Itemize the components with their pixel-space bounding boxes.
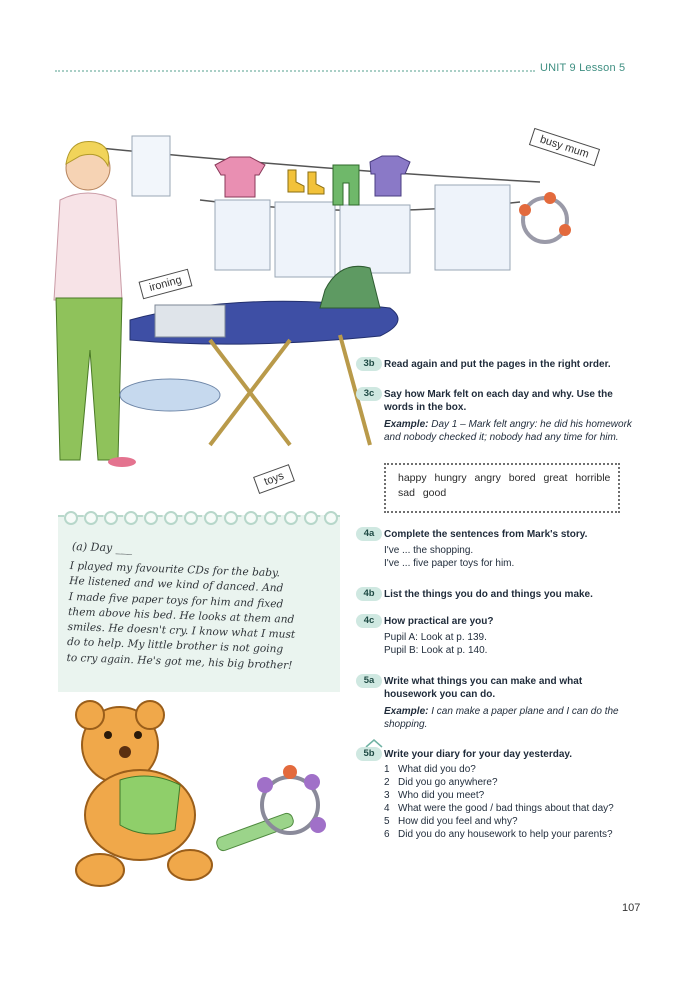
item-text: Did you do any housework to help your parents? [398,829,613,840]
item-number: 2 [384,777,390,788]
exercise-instruction: Read again and put the pages in the right order. [384,359,611,370]
exercise-line: Pupil B: Look at p. 140. [384,645,488,656]
list-item [384,802,634,815]
item-number: 4 [384,803,390,814]
page-number: 107 [622,902,641,914]
pink-baby-top-icon [215,157,265,197]
binder-ring [104,511,118,525]
exercise-line: I've ... the shopping. [384,545,474,556]
toy-rattle-bead-icon [310,817,326,833]
binder-ring [84,511,98,525]
item-number: 6 [384,829,390,840]
exercise-number-badge: 4c [356,614,382,628]
binder-ring [224,511,238,525]
exercise-line: I've ... five paper toys for him. [384,558,515,569]
laundry-illustration [40,90,640,510]
story-day-label: (a) Day ___ [71,539,133,556]
story-text [66,559,332,675]
binder-ring [124,511,138,525]
yellow-sock-icon [288,170,304,192]
exercise-number-badge: 4a [356,527,382,541]
example-text: I can make a paper plane and I can do the shopping. [384,706,619,730]
binder-ring [184,511,198,525]
hanging-towel [132,136,170,196]
exercise-4b [363,588,644,601]
exercise-5b [363,748,634,841]
rattle-bead-icon [559,224,571,236]
example-label: Example: [384,706,429,717]
hanging-sheet-4 [435,185,510,270]
mum-trousers [56,298,122,460]
teddy-bear-ear [76,701,104,729]
exercise-4a [363,528,644,570]
hanging-sheet [215,200,270,270]
binder-ring [284,511,298,525]
example-label: Example: [384,419,429,430]
tag-busy-mum: busy mum [529,128,600,166]
story-line: them above his bed. He looks at them and [67,605,295,626]
teddy-bear-eye [134,731,142,739]
list-item [384,776,634,789]
teddy-bear-foot [168,850,212,880]
teddy-bear-vest [120,776,180,834]
rattle-bead-icon [519,204,531,216]
item-number: 1 [384,764,390,775]
binder-ring [144,511,158,525]
exercise-instruction: Complete the sentences from Mark's story. [384,529,588,540]
binder-ring [64,511,78,525]
green-trousers-icon [333,165,359,205]
binder-ring [264,511,278,525]
exercise-number-badge: 5a [356,674,382,688]
exercise-instruction: Write your diary for your day yesterday. [384,749,573,760]
toy-rattle-bead-icon [283,765,297,779]
exercise-4c [363,615,644,657]
purple-jumper-icon [370,156,410,196]
example-text: Day 1 – Mark felt angry: he did his homework and nobody checked it; nobody had any time for him. [384,419,632,443]
list-item [384,828,634,841]
story-line: to cry again. He's got me, his big brother! [66,651,293,672]
story-line: smiles. He doesn't cry. I know what I must [67,621,296,642]
diary-question-list [384,763,634,841]
ironing-board-legs [210,335,370,445]
story-line: I played my favourite CDs for the baby. [69,559,281,580]
hanging-sheet-3 [340,205,410,273]
item-number: 5 [384,816,390,827]
exercise-instruction: How practical are you? [384,616,494,627]
mum-top [54,193,122,300]
story-card [58,515,340,692]
item-number: 3 [384,790,390,801]
exercise-3c [363,388,644,444]
story-line: He listened and we kind of danced. And [69,575,284,595]
exercise-number-badge: 4b [356,587,382,601]
exercise-instruction: Say how Mark felt on each day and why. Use the words in the box. [384,389,613,413]
binder-ring [244,511,258,525]
exercise-number-badge: 3b [356,357,382,371]
word-box [384,463,620,513]
exercise-instruction: List the things you do and things you make. [384,589,593,600]
exercise-number-badge: 5b [356,747,382,761]
teddy-bear-eye [104,731,112,739]
item-text: What were the good / bad things about that day? [398,803,614,814]
item-text: What did you do? [398,764,476,775]
list-item [384,815,634,828]
binder-ring [204,511,218,525]
yellow-sock-icon-2 [308,172,324,194]
toy-rattle-bead-icon [304,774,320,790]
laundry-basket [120,379,220,411]
teddy-bear-nose [119,746,131,758]
item-text: How did you feel and why? [398,816,518,827]
hanging-sheet-2 [275,202,335,277]
folded-clothes-stack [155,305,225,337]
tag-toys: toys [253,464,295,494]
item-text: Who did you meet? [398,790,485,801]
example-block [384,705,634,731]
item-text: Did you go anywhere? [398,777,498,788]
binder-ring [304,511,318,525]
story-line: do to help. My little brother is not going [66,636,284,656]
exercise-5a [363,675,634,731]
binder-ring [164,511,178,525]
toy-rattle-bead-icon [257,777,273,793]
exercise-3b [363,358,644,371]
unit-lesson-label: UNIT 9 Lesson 5 [540,62,626,74]
toys-illustration [50,690,350,910]
exercise-instruction: Write what things you can make and what housework you can do. [384,676,583,700]
rattle-bead-icon [544,192,556,204]
mum-shoe [108,457,136,467]
list-item [384,789,634,802]
tag-ironing: ironing [139,269,193,300]
binder-ring [324,511,338,525]
story-line: I made five paper toys for him and fixed [68,590,284,611]
example-block [384,418,644,444]
teddy-bear-foot [76,854,124,886]
header-divider [55,70,535,72]
word-box-words: happy hungry angry bored great horrible sad good [398,472,611,499]
rattle-ring-icon [523,198,567,242]
teddy-bear-ear [136,701,164,729]
exercise-number-badge: 3c [356,387,382,401]
list-item [384,763,634,776]
exercise-line: Pupil A: Look at p. 139. [384,632,487,643]
